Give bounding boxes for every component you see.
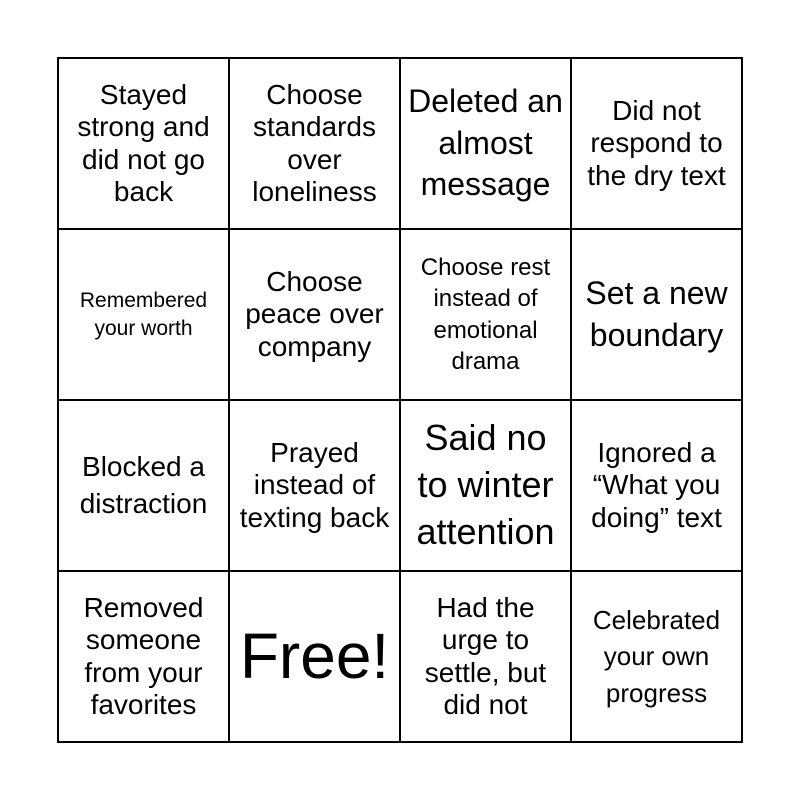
bingo-cell-text: Did not respond to the dry text [587, 94, 726, 191]
bingo-cell[interactable] [58, 400, 229, 571]
free-space-text: Free! [239, 620, 390, 693]
bingo-cell[interactable] [571, 229, 742, 400]
bingo-cell-text: Celebrated your own progress [592, 604, 721, 708]
bingo-cell-text: Deleted an almost message [408, 83, 563, 203]
bingo-cell-text: Remembered your worth [79, 289, 208, 340]
bingo-cell-text: Removed someone from your favorites [83, 591, 204, 720]
bingo-cell[interactable] [400, 229, 571, 400]
bingo-cell[interactable] [400, 58, 571, 229]
bingo-cell-text: Had the urge to settle, but did not [424, 591, 547, 720]
bingo-cell[interactable] [571, 400, 742, 571]
bingo-cell[interactable] [400, 571, 571, 742]
bingo-cell-text: Choose standards over loneliness [252, 78, 377, 207]
bingo-cell-text: Choose rest instead of emotional drama [420, 254, 551, 375]
bingo-cell[interactable] [229, 400, 400, 571]
bingo-board [57, 57, 743, 743]
bingo-cell-text: Ignored a “What you doing” text [591, 436, 722, 533]
bingo-cell-text: Blocked a distraction [79, 451, 208, 519]
bingo-cell[interactable] [58, 229, 229, 400]
free-space[interactable] [229, 571, 400, 742]
bingo-cell-text: Set a new boundary [585, 274, 728, 353]
bingo-cell[interactable] [229, 229, 400, 400]
bingo-cell-text: Prayed instead of texting back [239, 436, 390, 533]
bingo-cell-text: Stayed strong and did not go back [77, 78, 210, 207]
bingo-cell[interactable] [58, 571, 229, 742]
bingo-cell[interactable] [571, 58, 742, 229]
bingo-cell[interactable] [571, 571, 742, 742]
bingo-cell[interactable] [229, 58, 400, 229]
bingo-cell[interactable] [400, 400, 571, 571]
bingo-cell-text: Choose peace over company [245, 265, 384, 362]
bingo-cell-text: Said no to winter attention [416, 417, 555, 552]
bingo-cell[interactable] [58, 58, 229, 229]
